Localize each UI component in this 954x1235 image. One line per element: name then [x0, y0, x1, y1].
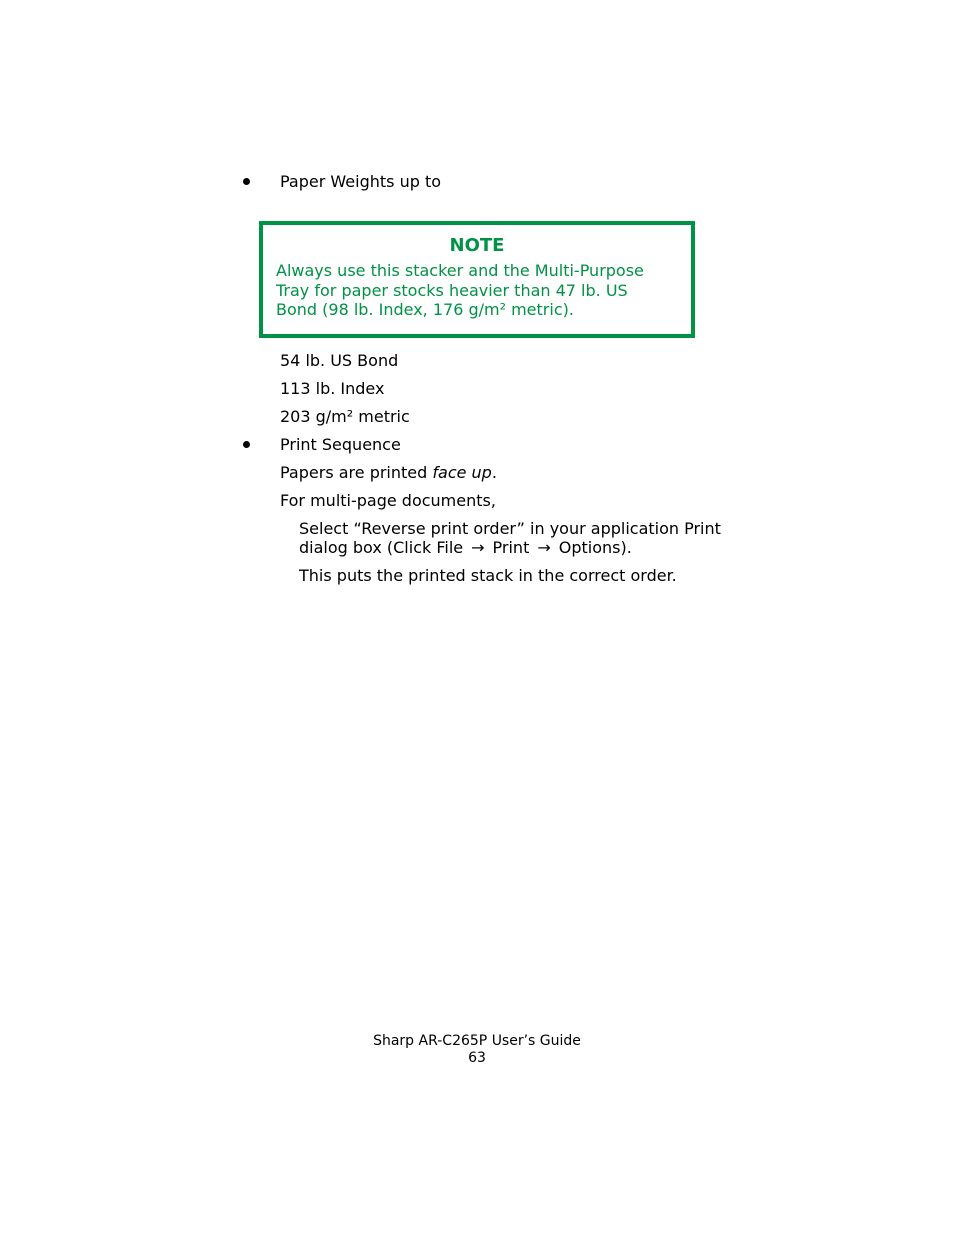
note-line: Always use this stacker and the Multi-Purpose — [276, 261, 644, 280]
arrow-right-icon: → — [471, 538, 485, 557]
print-sequence-label: Print Sequence — [280, 435, 401, 454]
bullet-icon — [242, 439, 252, 449]
instruction-options: Options). — [558, 538, 632, 557]
face-up-emphasis: face up — [432, 463, 492, 482]
note-line: Bond (98 lb. Index, 176 g/m² metric). — [276, 300, 574, 319]
bullet-icon — [242, 176, 252, 186]
note-line: Tray for paper stocks heavier than 47 lb. US — [276, 280, 628, 300]
face-up-suffix: . — [491, 463, 497, 482]
weight-value-bond: 54 lb. US Bond — [280, 351, 399, 370]
instruction-line-1: Select “Reverse print order” in your application Print — [299, 519, 721, 538]
footer-guide-title: Sharp AR-C265P User’s Guide — [373, 1033, 581, 1049]
weight-value-metric: 203 g/m² metric — [280, 407, 410, 426]
weight-value-index: 113 lb. Index — [280, 379, 385, 398]
note-title: NOTE — [449, 235, 505, 256]
multi-page-text: For multi-page documents, — [280, 491, 496, 510]
paper-weights-label: Paper Weights up to — [280, 172, 442, 191]
instruction-line-2 — [299, 538, 632, 557]
face-up-sentence — [280, 463, 497, 482]
note-body — [276, 261, 686, 320]
result-text: This puts the printed stack in the correct order. — [299, 566, 677, 585]
footer-page-number: 63 — [468, 1050, 486, 1066]
instruction-print: Print — [492, 538, 530, 557]
arrow-right-icon: → — [537, 538, 551, 557]
face-up-prefix: Papers are printed — [280, 463, 433, 482]
instruction-file: dialog box (Click File — [299, 538, 464, 557]
note-box — [259, 221, 695, 338]
